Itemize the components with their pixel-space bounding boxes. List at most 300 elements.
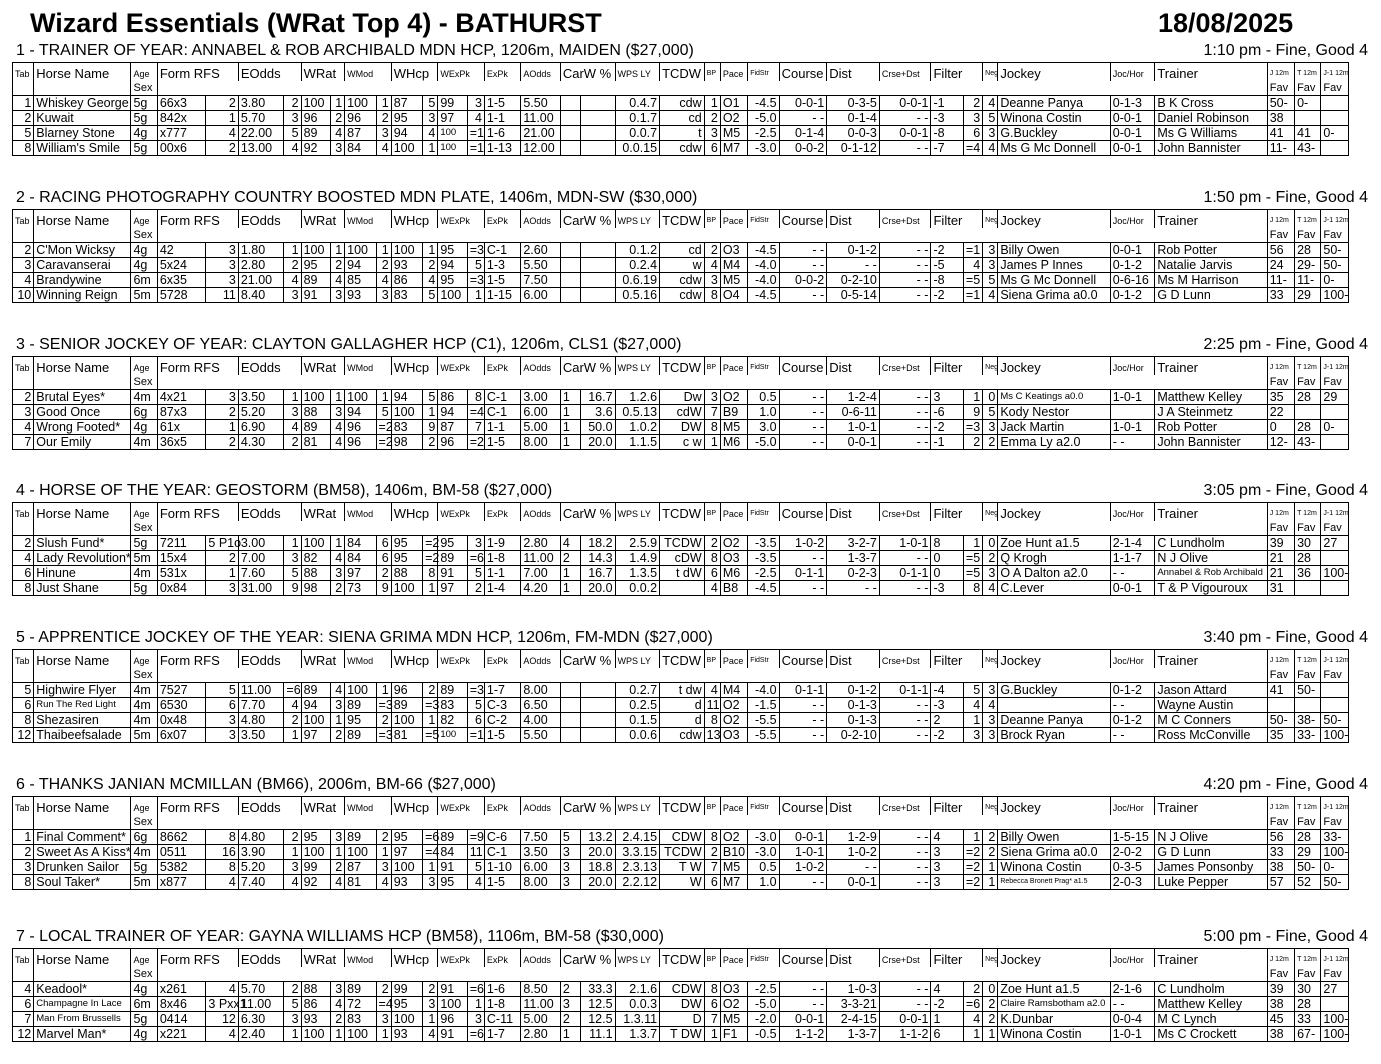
col-header-wexpk: WExPk [438, 210, 485, 229]
wrat: 99 [301, 860, 330, 875]
tab: 8 [13, 875, 34, 890]
joc-hor: 0-6-16 [1110, 273, 1155, 288]
col-header-filter: Filter [931, 503, 983, 522]
aodds: 11.00 [521, 551, 560, 566]
col-header-wmod: WMod [345, 210, 392, 229]
whcp-rank: 1 [423, 581, 438, 596]
wrat-rank: 3 [330, 141, 344, 156]
j12m: 11- [1267, 273, 1294, 288]
eodds: 7.00 [238, 551, 284, 566]
crse-dst: - - [879, 258, 931, 273]
whcp-rank: 1 [423, 405, 438, 420]
expk: 1-1 [484, 566, 520, 581]
col-header-j12m: J 12m [1267, 63, 1294, 82]
wmod: 100 [345, 845, 376, 860]
filter-rank: 3 [963, 111, 982, 126]
carw-runs [560, 728, 580, 743]
horse: Slush Fund* [34, 536, 131, 551]
dist: 1-3-7 [827, 551, 880, 566]
eodds: 31.00 [238, 581, 284, 596]
col-header-wps: WPS LY [615, 797, 660, 816]
form-rfs: 6 [206, 698, 238, 713]
col-header-dist: Dist [827, 650, 880, 669]
col-header-jochor: Joc/Hor [1110, 650, 1155, 669]
dist: - - [827, 860, 880, 875]
eodds-rank: 2 [284, 435, 301, 450]
col-header-t12m: T 12m [1295, 949, 1321, 968]
wmod: 87 [345, 860, 376, 875]
col-header-bp: BP [704, 357, 720, 376]
col-header-filter: Filter [931, 210, 983, 229]
col-header-sex: Sex [131, 967, 157, 982]
form: 842x [157, 111, 206, 126]
col-header-jochor: Joc/Hor [1110, 357, 1155, 376]
wexpk: 89 [438, 830, 467, 845]
carw-runs: 3 [560, 875, 580, 890]
whcp-rank: 3 [423, 111, 438, 126]
race-time: 1:50 pm - Fine, Good 4 [1203, 189, 1368, 206]
wexpk-rank: 3 [467, 536, 484, 551]
tcdw: t dW [660, 566, 705, 581]
cell [13, 815, 34, 830]
col-header-dist: Dist [827, 797, 880, 816]
pace: M7 [720, 141, 747, 156]
race-title: 2 - RACING PHOTOGRAPHY COUNTRY BOOSTED MDN PLATE, 1406m, MDN-SW ($30,000) [16, 189, 698, 206]
neg: 4 [983, 698, 998, 713]
race-time: 2:25 pm - Fine, Good 4 [1203, 336, 1368, 353]
carw-pct: 16.7 [581, 566, 615, 581]
fidstr: -3.5 [748, 536, 779, 551]
wrat: 89 [301, 683, 330, 698]
filter: -5 [931, 258, 963, 273]
dist: 0-6-11 [827, 405, 880, 420]
j1-12m: 29 [1321, 390, 1349, 405]
carw-runs [560, 273, 580, 288]
horse: Man From Brussells [34, 1012, 131, 1027]
col-header-sex: Sex [131, 815, 157, 830]
horse: Hinune [34, 566, 131, 581]
wexpk-rank: =9 [467, 830, 484, 845]
filter: -8 [931, 273, 963, 288]
carw-runs [560, 126, 580, 141]
wexpk-rank: 1 [467, 288, 484, 303]
aodds: 6.00 [521, 860, 560, 875]
wmod-rank: 4 [376, 875, 391, 890]
wmod-rank: 2 [376, 566, 391, 581]
dist: 0-2-10 [827, 728, 880, 743]
filter-rank: =5 [963, 566, 982, 581]
t12m: 28 [1295, 830, 1321, 845]
col-header-aodds: AOdds [521, 949, 560, 968]
bp: 1 [704, 96, 720, 111]
carw-runs [560, 683, 580, 698]
form: x261 [157, 982, 206, 997]
col-header-filter: Filter [931, 949, 983, 968]
eodds: 3.50 [238, 728, 284, 743]
course: - - [779, 728, 827, 743]
t12m: 41 [1295, 126, 1321, 141]
col-header-age: Age [131, 503, 157, 522]
dist: 1-2-4 [827, 390, 880, 405]
course: 0-0-1 [779, 96, 827, 111]
whcp-rank: 3 [423, 875, 438, 890]
crse-dst: - - [879, 845, 931, 860]
wmod: 72 [345, 997, 376, 1012]
dist: 0-5-14 [827, 288, 880, 303]
carw-pct: 18.2 [581, 536, 615, 551]
col-header-aodds: AOdds [521, 650, 560, 669]
col-header-filter: Filter [931, 797, 983, 816]
dist: 0-1-2 [827, 243, 880, 258]
carw-pct: 20.0 [581, 435, 615, 450]
carw-runs [560, 698, 580, 713]
age: 5m [131, 288, 157, 303]
tcdw: cdW [660, 405, 705, 420]
subheader-row [13, 81, 1349, 96]
filter: 3 [931, 845, 963, 860]
wps-ly: 2.4.15 [615, 830, 660, 845]
dist: 0-1-12 [827, 141, 880, 156]
col-header-wexpk: WExPk [438, 503, 485, 522]
filter: -3 [931, 581, 963, 596]
eodds-rank: 3 [284, 860, 301, 875]
expk: 1-8 [484, 997, 520, 1012]
wrat: 95 [301, 258, 330, 273]
carw-pct: 18.8 [581, 860, 615, 875]
wmod: 94 [345, 258, 376, 273]
j12m: 50- [1267, 713, 1294, 728]
j1-12m [1321, 683, 1349, 698]
eodds: 22.00 [238, 126, 284, 141]
cell [13, 967, 34, 982]
wexpk: 95 [438, 875, 467, 890]
filter: -2 [931, 243, 963, 258]
wps-ly: 0.0.7 [615, 126, 660, 141]
dist: 0-0-3 [827, 126, 880, 141]
col-header-trainer: Trainer [1155, 357, 1267, 376]
wps-ly: 2.1.6 [615, 982, 660, 997]
aodds: 4.00 [521, 713, 560, 728]
expk: 1-6 [484, 982, 520, 997]
crse-dst: 0-1-1 [879, 566, 931, 581]
col-header-wmod: WMod [345, 357, 392, 376]
header-row [13, 503, 1349, 522]
runner-row [13, 273, 1349, 288]
joc-hor: 2-0-3 [1110, 875, 1155, 890]
eodds-rank: 3 [284, 1012, 301, 1027]
col-header-j12m: J 12m [1267, 503, 1294, 522]
form-rfs: 4 [206, 1027, 238, 1042]
age: 4m [131, 713, 157, 728]
wexpk-rank: =3 [467, 273, 484, 288]
dist: 1-0-3 [827, 982, 880, 997]
fidstr: -4.0 [748, 273, 779, 288]
t12m: 36 [1295, 566, 1321, 581]
wrat: 91 [301, 288, 330, 303]
col-header-carw: CarW % [560, 797, 615, 816]
cell [34, 521, 131, 536]
trainer: C Lundholm [1155, 536, 1267, 551]
filter-rank: 8 [963, 581, 982, 596]
aodds: 11.00 [521, 997, 560, 1012]
bp: 8 [704, 982, 720, 997]
wrat-rank: 3 [330, 288, 344, 303]
col-header-course: Course [779, 797, 827, 816]
form: 6530 [157, 698, 206, 713]
eodds-rank: 2 [284, 713, 301, 728]
race-title: 3 - SENIOR JOCKEY OF YEAR: CLAYTON GALLAGHER HCP (C1), 1206m, CLS1 ($27,000) [16, 336, 682, 353]
eodds-rank: 1 [284, 1027, 301, 1042]
eodds-rank: 3 [284, 405, 301, 420]
runner-row [13, 536, 1349, 551]
j12m: 0 [1267, 420, 1294, 435]
runner-row [13, 390, 1349, 405]
filter-rank: 2 [963, 96, 982, 111]
col-header-aodds: AOdds [521, 797, 560, 816]
course: - - [779, 982, 827, 997]
crse-dst: 1-1-2 [879, 1027, 931, 1042]
dist: 2-4-15 [827, 1012, 880, 1027]
j1-12m: 100- [1321, 288, 1349, 303]
expk: C-1 [484, 845, 520, 860]
carw-runs: 1 [560, 420, 580, 435]
tab: 2 [13, 111, 34, 126]
col-header-pace: Pace [720, 357, 747, 376]
wrat: 100 [301, 536, 330, 551]
filter: 2 [931, 713, 963, 728]
form: 00x6 [157, 141, 206, 156]
trainer: N J Olive [1155, 830, 1267, 845]
wexpk-rank: =3 [467, 683, 484, 698]
whcp: 81 [391, 728, 422, 743]
joc-hor: 0-0-1 [1110, 243, 1155, 258]
runner-row [13, 126, 1349, 141]
jockey: Ms G Mc Donnell [998, 273, 1110, 288]
fidstr: 1.0 [748, 405, 779, 420]
whcp: 86 [391, 273, 422, 288]
whcp: 100 [391, 405, 422, 420]
wps-ly: 2.5.9 [615, 536, 660, 551]
whcp-rank: =2 [423, 536, 438, 551]
whcp: 96 [391, 683, 422, 698]
neg: 3 [983, 683, 998, 698]
form: 7211 [157, 536, 206, 551]
expk: 1-5 [484, 96, 520, 111]
col-header-dist: Dist [827, 503, 880, 522]
eodds-rank: 4 [284, 273, 301, 288]
col-header-crsedst: Crse+Dst [879, 210, 931, 229]
j1-12m: 0- [1321, 273, 1349, 288]
trainer: Rob Potter [1155, 420, 1267, 435]
expk: C-1 [484, 243, 520, 258]
fidstr: -5.0 [748, 111, 779, 126]
col-header-wrat: WRat [301, 797, 345, 816]
whcp-rank: 1 [423, 860, 438, 875]
crse-dst: 0-0-1 [879, 1012, 931, 1027]
wps-ly: 0.5.13 [615, 405, 660, 420]
wmod-rank: 1 [376, 683, 391, 698]
j1-12m [1321, 551, 1349, 566]
col-header-tcdw: TCDW [660, 357, 705, 376]
col-header-j1-12m: J-1 12m [1321, 503, 1349, 522]
col-header-wrat: WRat [301, 357, 345, 376]
neg: 2 [983, 1012, 998, 1027]
col-header-course: Course [779, 357, 827, 376]
crse-dst: - - [879, 698, 931, 713]
col-header-crsedst: Crse+Dst [879, 357, 931, 376]
filter: 4 [931, 982, 963, 997]
wps-ly: 1.3.5 [615, 566, 660, 581]
j12m: 12- [1267, 435, 1294, 450]
filter-rank: 6 [963, 126, 982, 141]
wps-ly: 0.6.19 [615, 273, 660, 288]
horse: Kuwait [34, 111, 131, 126]
filter: -6 [931, 405, 963, 420]
header-row [13, 650, 1349, 669]
trainer: Ross McConville [1155, 728, 1267, 743]
j1-12m: 100- [1321, 1012, 1349, 1027]
wexpk-rank: 1 [467, 997, 484, 1012]
wmod: 100 [345, 243, 376, 258]
wmod-rank: 1 [376, 1027, 391, 1042]
t12m: 50- [1295, 860, 1321, 875]
wmod: 89 [345, 698, 376, 713]
trainer: Luke Pepper [1155, 875, 1267, 890]
age: 6g [131, 405, 157, 420]
carw-pct: 3.6 [581, 405, 615, 420]
header-row [13, 63, 1349, 82]
whcp: 95 [391, 536, 422, 551]
wrat: 81 [301, 435, 330, 450]
col-header-horse: Horse Name [34, 63, 131, 82]
neg: 1 [983, 860, 998, 875]
pace: B10 [720, 845, 747, 860]
expk: 1-9 [484, 536, 520, 551]
fidstr: 0.5 [748, 860, 779, 875]
horse: Shezasiren [34, 713, 131, 728]
col-header-fav: Fav [1321, 815, 1349, 830]
wrat-rank: 4 [330, 875, 344, 890]
course: 1-0-1 [779, 845, 827, 860]
col-header-whcp: WHcp [391, 503, 438, 522]
fidstr: -3.5 [748, 551, 779, 566]
carw-pct: 12.5 [581, 1012, 615, 1027]
j12m: 33 [1267, 845, 1294, 860]
whcp: 83 [391, 420, 422, 435]
t12m: 30 [1295, 982, 1321, 997]
wexpk-rank: 5 [467, 258, 484, 273]
eodds-rank: =6 [284, 683, 301, 698]
crse-dst: - - [879, 420, 931, 435]
wrat: 92 [301, 875, 330, 890]
wexpk: 94 [438, 405, 467, 420]
aodds: 2.60 [521, 243, 560, 258]
neg: 2 [983, 830, 998, 845]
wmod: 84 [345, 551, 376, 566]
wmod-rank: 4 [376, 141, 391, 156]
dist: 3-2-7 [827, 536, 880, 551]
col-header-tcdw: TCDW [660, 797, 705, 816]
pace: O2 [720, 830, 747, 845]
wmod-rank: 6 [376, 536, 391, 551]
horse: Caravanserai [34, 258, 131, 273]
expk: 1-5 [484, 728, 520, 743]
filter: -3 [931, 111, 963, 126]
joc-hor: 0-0-1 [1110, 141, 1155, 156]
jockey: C.Lever [998, 581, 1110, 596]
col-header-sex: Sex [131, 228, 157, 243]
col-header-wps: WPS LY [615, 357, 660, 376]
race-header [16, 928, 1368, 946]
whcp: 100 [391, 243, 422, 258]
wps-ly: 0.2.5 [615, 698, 660, 713]
wmod-rank: 3 [376, 860, 391, 875]
expk: C-11 [484, 1012, 520, 1027]
bp: 6 [704, 141, 720, 156]
wexpk-rank: 5 [467, 698, 484, 713]
horse: Highwire Flyer [34, 683, 131, 698]
filter: 0 [931, 566, 963, 581]
wmod-rank: 2 [376, 258, 391, 273]
col-header-wrat: WRat [301, 210, 345, 229]
filter: -2 [931, 997, 963, 1012]
whcp: 97 [391, 845, 422, 860]
jockey: Zoe Hunt a1.5 [998, 982, 1110, 997]
col-header-j12m: J 12m [1267, 210, 1294, 229]
race-time: 4:20 pm - Fine, Good 4 [1203, 776, 1368, 793]
age: 4g [131, 420, 157, 435]
course: - - [779, 581, 827, 596]
eodds-rank: 1 [284, 390, 301, 405]
runner-row [13, 566, 1349, 581]
col-header-dist: Dist [827, 210, 880, 229]
wexpk: 91 [438, 566, 467, 581]
col-header-expk: ExPk [484, 357, 520, 376]
wexpk: 100 [438, 141, 467, 156]
whcp: 93 [391, 1027, 422, 1042]
col-header-horse: Horse Name [34, 210, 131, 229]
joc-hor: - - [1110, 435, 1155, 450]
col-header-aodds: AOdds [521, 63, 560, 82]
joc-hor: 0-1-3 [1110, 96, 1155, 111]
dist: 1-0-2 [827, 845, 880, 860]
neg: 2 [983, 551, 998, 566]
j1-12m: 100- [1321, 1027, 1349, 1042]
col-header-fav: Fav [1295, 815, 1321, 830]
col-header-neg: Neg [983, 63, 998, 82]
col-header-form: Form RFS [157, 949, 238, 968]
wmod-rank: =4 [376, 997, 391, 1012]
filter: 8 [931, 536, 963, 551]
col-header-neg: Neg [983, 650, 998, 669]
eodds: 1.80 [238, 243, 284, 258]
crse-dst: - - [879, 551, 931, 566]
wrat: 82 [301, 551, 330, 566]
cell [34, 375, 131, 390]
wps-ly: 2.2.12 [615, 875, 660, 890]
wmod: 73 [345, 581, 376, 596]
col-header-crsedst: Crse+Dst [879, 949, 931, 968]
col-header-bp: BP [704, 63, 720, 82]
whcp: 100 [391, 860, 422, 875]
eodds: 6.30 [238, 1012, 284, 1027]
carw-pct: 20.0 [581, 875, 615, 890]
page-title: Wizard Essentials (WRat Top 4) - BATHURST [30, 8, 602, 38]
wexpk: 86 [438, 390, 467, 405]
wps-ly: 3.3.15 [615, 845, 660, 860]
col-header-fav: Fav [1267, 375, 1294, 390]
tcdw: d [660, 698, 705, 713]
